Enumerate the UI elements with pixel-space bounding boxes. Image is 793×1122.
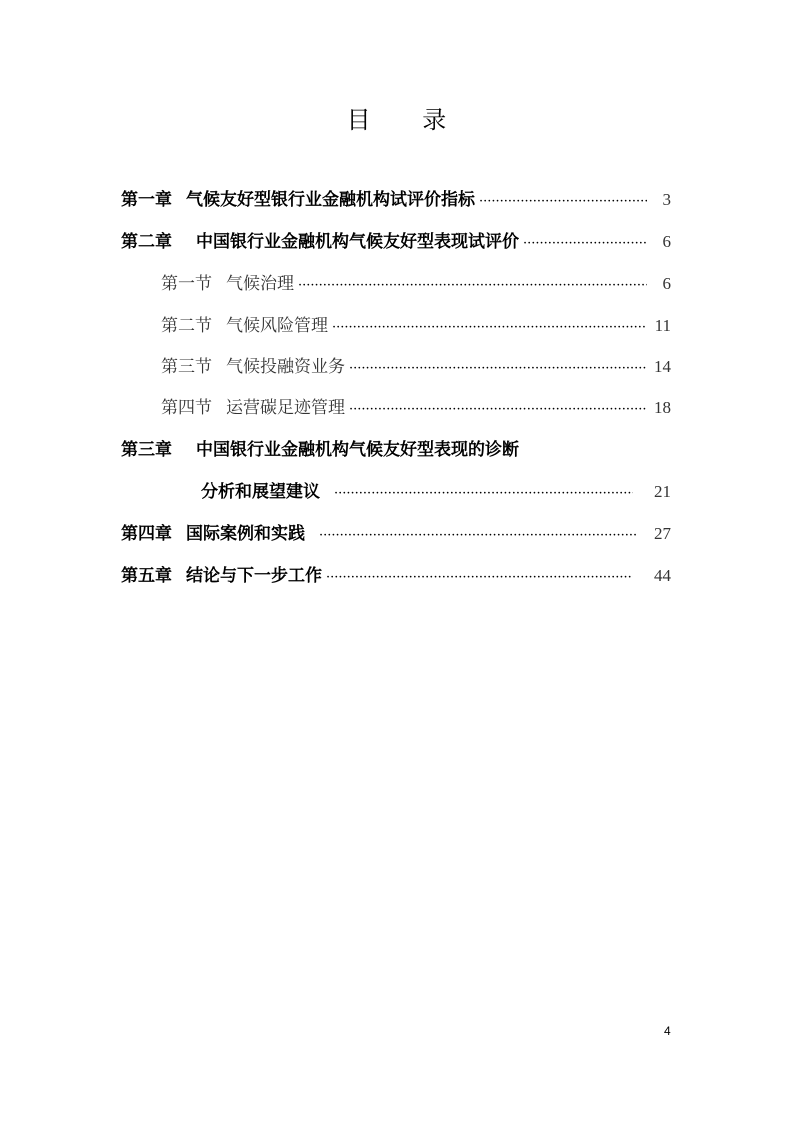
toc-entry-number: 第二章 <box>121 232 172 252</box>
toc-entry-page: 3 <box>662 190 671 209</box>
toc-entry-chapter-5[interactable] <box>121 563 671 589</box>
toc-entry-section-3[interactable] <box>161 354 671 380</box>
toc-entry-number: 第四章 <box>121 524 172 544</box>
toc-entry-text: 中国银行业金融机构气候友好型表现试评价 <box>196 232 519 252</box>
toc-entry-chapter-4[interactable] <box>121 521 671 547</box>
toc-entry-text: 国际案例和实践 <box>186 524 305 544</box>
toc-entry-text: 气候风险管理 <box>226 316 328 336</box>
toc-entry-chapter-3-continued[interactable] <box>201 479 671 505</box>
toc-entry-number: 第四节 <box>161 398 212 418</box>
toc-leader-dots <box>479 189 647 215</box>
toc-entry-page: 6 <box>662 232 671 251</box>
toc-entry-page: 44 <box>654 566 671 585</box>
toc-leader-dots <box>319 523 637 549</box>
toc-entry-page: 18 <box>654 398 671 417</box>
toc-entry-page: 14 <box>654 357 671 376</box>
toc-entry-text: 分析和展望建议 <box>201 482 320 502</box>
toc-entry-text: 中国银行业金融机构气候友好型表现的诊断 <box>196 440 519 460</box>
toc-entry-text: 运营碳足迹管理 <box>226 398 345 418</box>
toc-entry-chapter-3[interactable] <box>121 437 671 463</box>
toc-leader-dots <box>298 273 647 299</box>
toc-leader-dots <box>332 315 647 341</box>
toc-leader-dots <box>334 481 633 507</box>
toc-entry-text: 气候友好型银行业金融机构试评价指标 <box>186 190 475 210</box>
toc-entry-page: 27 <box>654 524 671 543</box>
toc-leader-dots <box>349 397 647 423</box>
toc-leader-dots <box>326 565 633 591</box>
toc-entry-page: 6 <box>662 274 671 293</box>
toc-entry-chapter-1[interactable] <box>121 187 671 213</box>
toc-entry-section-1[interactable] <box>161 271 671 297</box>
toc-entry-section-4[interactable] <box>161 395 671 421</box>
toc-title: 目 录 <box>346 106 469 134</box>
toc-entry-chapter-2[interactable] <box>121 229 671 255</box>
toc-entry-text: 结论与下一步工作 <box>186 566 322 586</box>
toc-entry-text: 气候治理 <box>226 274 294 294</box>
toc-entry-page: 21 <box>654 482 671 501</box>
page-number: 4 <box>664 1024 671 1038</box>
toc-leader-dots <box>349 356 647 382</box>
toc-entry-number: 第二节 <box>161 316 212 336</box>
toc-entry-number: 第五章 <box>121 566 172 586</box>
toc-entry-number: 第一节 <box>161 274 212 294</box>
toc-entry-number: 第三节 <box>161 357 212 377</box>
toc-entry-text: 气候投融资业务 <box>226 357 345 377</box>
toc-entry-number: 第三章 <box>121 440 172 460</box>
toc-entry-page: 11 <box>654 316 671 335</box>
toc-entry-number: 第一章 <box>121 190 172 210</box>
toc-leader-dots <box>523 231 647 257</box>
toc-entry-section-2[interactable] <box>161 313 671 339</box>
